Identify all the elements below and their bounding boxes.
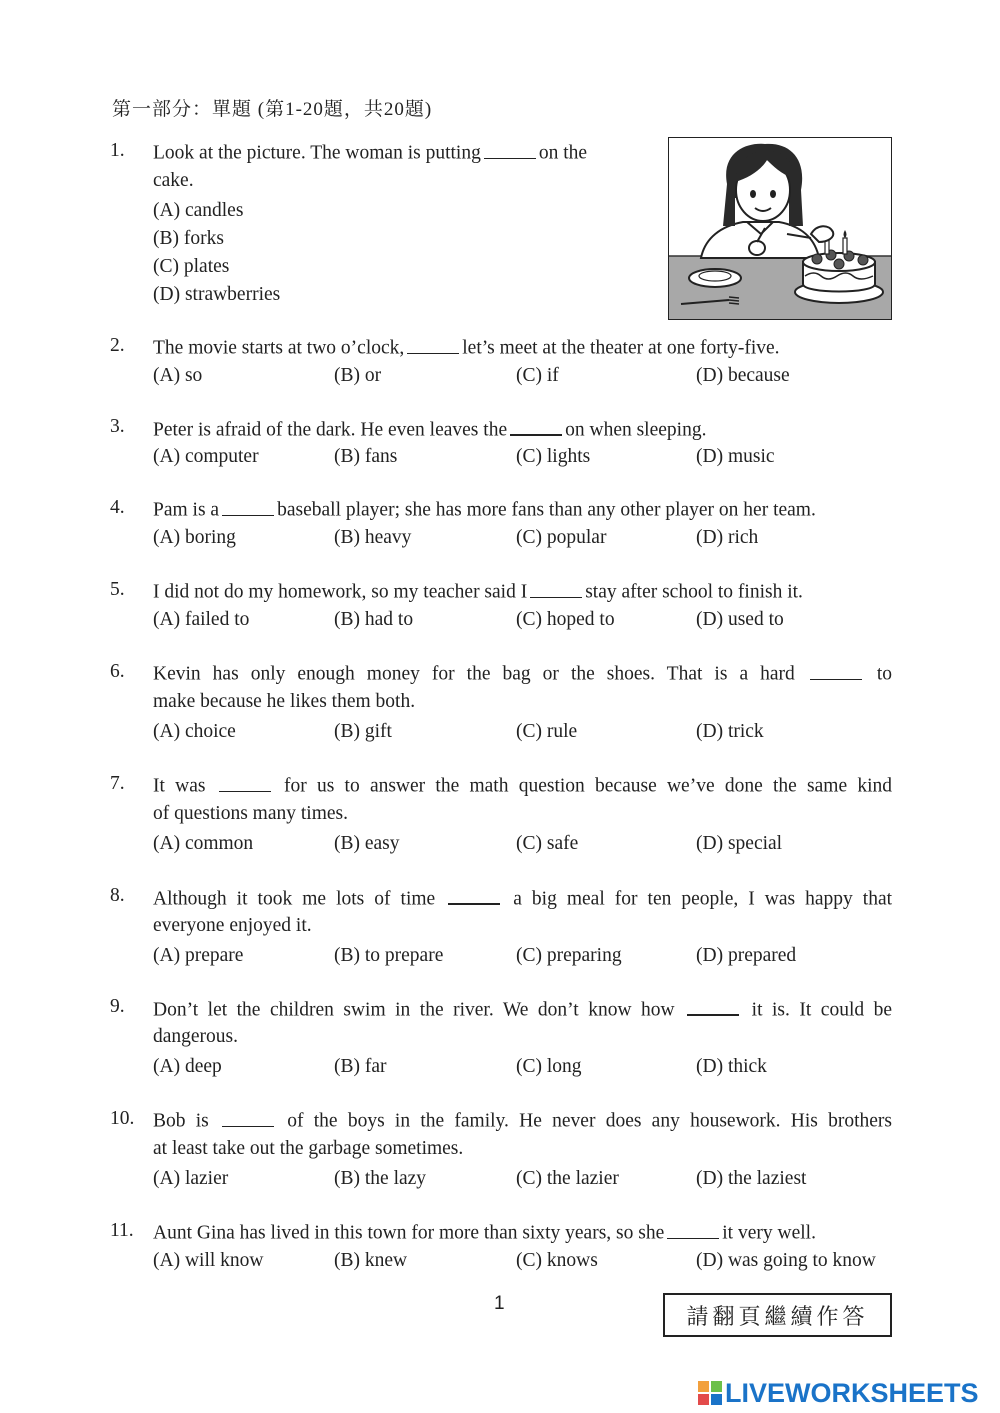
option-c[interactable]: (C) the lazier xyxy=(516,1168,619,1189)
section-title: 第一部分：單題 (第1-20題，共20題) xyxy=(112,99,433,120)
option-a[interactable]: (A) computer xyxy=(153,446,259,467)
option-c[interactable]: (C) plates xyxy=(153,256,230,277)
option-d[interactable]: (D) strawberries xyxy=(153,284,281,305)
question-text: Aunt Gina has lived in this town for more than sixty years, so she it very well. xyxy=(153,1220,816,1245)
option-c[interactable]: (C) popular xyxy=(516,527,607,548)
question-number: 10. xyxy=(110,1108,135,1129)
question-number: 9. xyxy=(110,996,125,1017)
question-number: 6. xyxy=(110,661,125,682)
question-text: Kevin has only enough money for the bag or the shoes. That is a hard to xyxy=(153,661,892,686)
question-number: 2. xyxy=(110,335,125,356)
brand-watermark xyxy=(697,1378,979,1408)
question-number: 7. xyxy=(110,773,125,794)
question-text: Don’t let the children swim in the river. We don’t know how it is. It could be xyxy=(153,996,892,1022)
question-text: The movie starts at two o’clock, let’s meet at the theater at one forty-five. xyxy=(153,335,780,360)
option-b[interactable]: (B) knew xyxy=(334,1250,408,1271)
question-number: 4. xyxy=(110,497,125,518)
option-d[interactable]: (D) special xyxy=(696,833,783,854)
question-text: Look at the picture. The woman is putting on the xyxy=(153,140,587,165)
question-text: of questions many times. xyxy=(153,803,348,824)
option-d[interactable]: (D) prepared xyxy=(696,945,797,966)
option-c[interactable]: (C) preparing xyxy=(516,945,622,966)
option-c[interactable]: (C) long xyxy=(516,1056,582,1077)
answer-blank[interactable] xyxy=(484,140,536,159)
option-a[interactable]: (A) common xyxy=(153,833,254,854)
option-b[interactable]: (B) far xyxy=(334,1056,387,1077)
option-c[interactable]: (C) hoped to xyxy=(516,609,615,630)
option-d[interactable]: (D) because xyxy=(696,365,790,386)
option-a[interactable]: (A) will know xyxy=(153,1250,264,1271)
option-c[interactable]: (C) rule xyxy=(516,721,578,742)
option-d[interactable]: (D) was going to know xyxy=(696,1250,876,1271)
liveworksheets-logo-icon xyxy=(697,1380,723,1406)
option-a[interactable]: (A) candles xyxy=(153,200,244,221)
answer-blank[interactable] xyxy=(687,996,739,1016)
option-c[interactable]: (C) if xyxy=(516,365,559,386)
option-c[interactable]: (C) safe xyxy=(516,833,579,854)
option-b[interactable]: (B) heavy xyxy=(334,527,412,548)
answer-blank[interactable] xyxy=(530,579,582,598)
option-a[interactable]: (A) lazier xyxy=(153,1168,229,1189)
question-text: everyone enjoyed it. xyxy=(153,915,312,936)
option-d[interactable]: (D) used to xyxy=(696,609,784,630)
question-number: 8. xyxy=(110,885,125,906)
question-text: make because he likes them both. xyxy=(153,691,416,712)
option-b[interactable]: (B) gift xyxy=(334,721,392,742)
option-c[interactable]: (C) knows xyxy=(516,1250,598,1271)
question-text: It was for us to answer the math question because we’ve done the same kind xyxy=(153,773,892,798)
question-text: I did not do my homework, so my teacher said I stay after school to finish it. xyxy=(153,579,803,604)
question-text: dangerous. xyxy=(153,1026,239,1047)
option-b[interactable]: (B) easy xyxy=(334,833,400,854)
question-1-illustration xyxy=(668,137,892,320)
option-b[interactable]: (B) forks xyxy=(153,228,224,249)
question-text: Pam is a baseball player; she has more fans than any other player on her team. xyxy=(153,497,816,522)
option-a[interactable]: (A) prepare xyxy=(153,945,244,966)
option-b[interactable]: (B) had to xyxy=(334,609,414,630)
option-d[interactable]: (D) rich xyxy=(696,527,759,548)
answer-blank[interactable] xyxy=(222,1108,274,1127)
option-c[interactable]: (C) lights xyxy=(516,446,591,467)
continue-notice: 請翻頁繼續作答 xyxy=(663,1293,892,1337)
question-number: 1. xyxy=(110,140,125,161)
option-a[interactable]: (A) so xyxy=(153,365,203,386)
answer-blank[interactable] xyxy=(510,416,562,436)
option-a[interactable]: (A) failed to xyxy=(153,609,250,630)
option-b[interactable]: (B) fans xyxy=(334,446,398,467)
option-d[interactable]: (D) thick xyxy=(696,1056,767,1077)
question-text: Bob is of the boys in the family. He never does any housework. His brothers xyxy=(153,1108,892,1133)
answer-blank[interactable] xyxy=(222,497,274,516)
option-d[interactable]: (D) trick xyxy=(696,721,764,742)
answer-blank[interactable] xyxy=(448,885,500,905)
question-number: 5. xyxy=(110,579,125,600)
question-number: 11. xyxy=(110,1220,134,1241)
answer-blank[interactable] xyxy=(219,773,271,792)
option-a[interactable]: (A) choice xyxy=(153,721,236,742)
answer-blank[interactable] xyxy=(810,661,862,680)
question-text: at least take out the garbage sometimes. xyxy=(153,1138,464,1159)
question-text: cake. xyxy=(153,170,194,191)
answer-blank[interactable] xyxy=(667,1220,719,1239)
option-b[interactable]: (B) the lazy xyxy=(334,1168,427,1189)
woman-decorating-cake-image xyxy=(669,138,892,320)
answer-blank[interactable] xyxy=(407,335,459,354)
option-d[interactable]: (D) the laziest xyxy=(696,1168,807,1189)
question-number: 3. xyxy=(110,416,125,437)
option-d[interactable]: (D) music xyxy=(696,446,775,467)
question-text: Peter is afraid of the dark. He even leaves the on when sleeping. xyxy=(153,416,706,442)
option-a[interactable]: (A) deep xyxy=(153,1056,222,1077)
page-number: 1 xyxy=(494,1293,505,1314)
option-b[interactable]: (B) or xyxy=(334,365,382,386)
option-b[interactable]: (B) to prepare xyxy=(334,945,444,966)
option-a[interactable]: (A) boring xyxy=(153,527,236,548)
question-text: Although it took me lots of time a big meal for ten people, I was happy that xyxy=(153,885,892,911)
brand-name: LIVEWORKSHEETS xyxy=(725,1377,979,1408)
